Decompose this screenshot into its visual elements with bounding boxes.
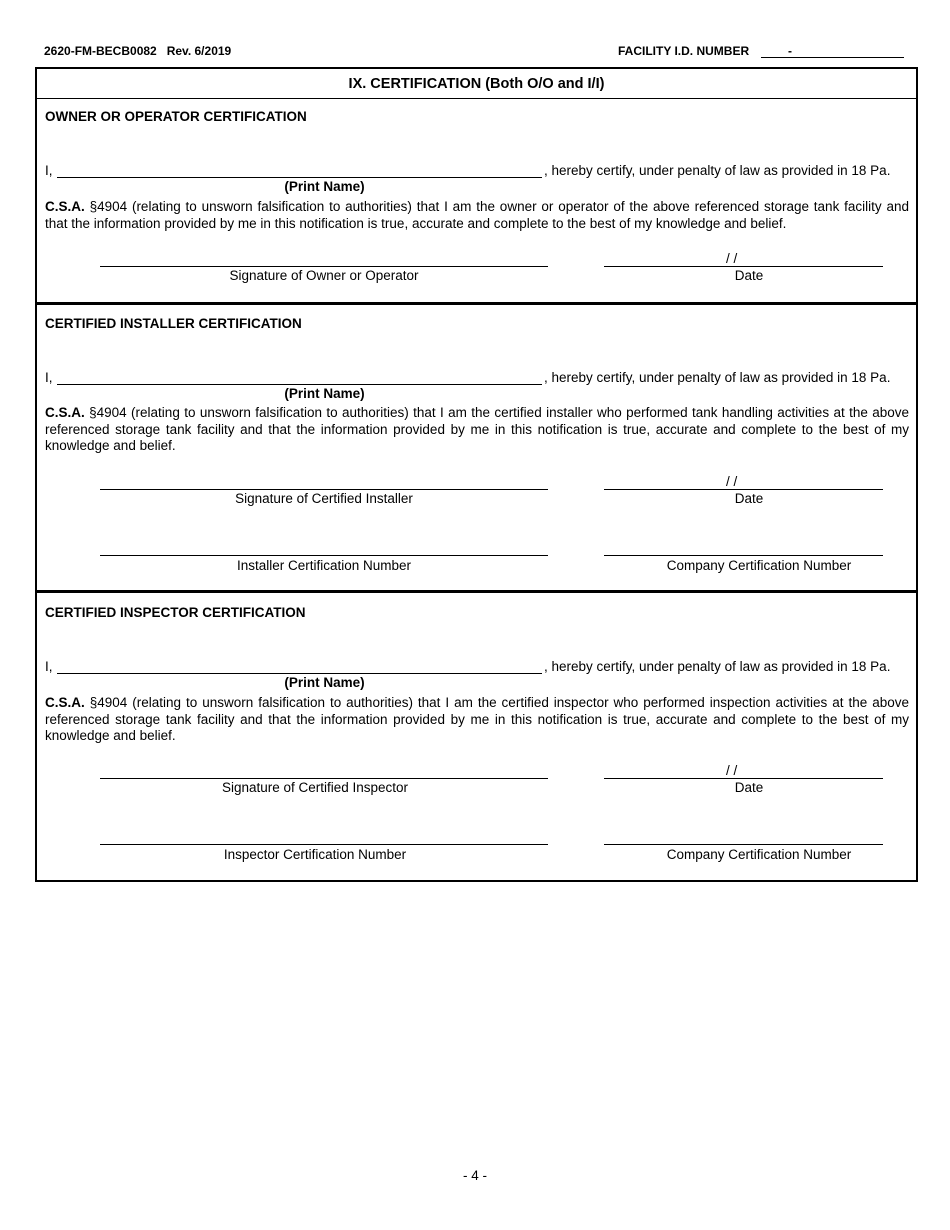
installer-statement-body: §4904 (relating to unsworn falsification to authorities) that I am the certified installer who performed tank handling activities at the above referenced storage tank facility and that the information provided by me in this notification is true, accurate and complete to the best of my knowledge and belief. (45, 405, 909, 453)
section-title: IX. CERTIFICATION (Both O/O and I/I) (37, 69, 916, 99)
installer-print-name-field[interactable] (57, 384, 542, 385)
facility-id-dash: - (788, 44, 792, 58)
inspector-cert-number-label: Inspector Certification Number (223, 847, 407, 862)
inspector-company-cert-label: Company Certification Number (666, 847, 852, 862)
owner-i-prefix: I, (45, 163, 53, 178)
page-number: - 4 - (462, 1168, 487, 1183)
inspector-statement (45, 695, 909, 745)
section-divider (37, 302, 916, 305)
inspector-i-prefix: I, (45, 659, 53, 674)
inspector-signature-label: Signature of Certified Inspector (221, 780, 409, 795)
installer-date-label: Date (734, 491, 764, 506)
facility-id-input-line[interactable] (761, 57, 904, 58)
owner-date-field[interactable] (604, 266, 883, 267)
owner-certify-text: , hereby certify, under penalty of law as provided in 18 Pa. (544, 163, 891, 178)
inspector-date-slashes: / / (726, 763, 738, 778)
inspector-heading: CERTIFIED INSPECTOR CERTIFICATION (45, 605, 306, 620)
form-id-header (44, 44, 231, 58)
inspector-date-field[interactable] (604, 778, 883, 779)
installer-certify-text: , hereby certify, under penalty of law as provided in 18 Pa. (544, 370, 891, 385)
owner-csa-bold: C.S.A. (45, 199, 85, 214)
inspector-date-label: Date (734, 780, 764, 795)
installer-csa-bold: C.S.A. (45, 405, 85, 420)
installer-statement (45, 405, 909, 455)
owner-date-slashes: / / (726, 251, 738, 266)
form-id: 2620-FM-BECB0082 (44, 44, 157, 58)
installer-print-name-label: (Print Name) (284, 386, 365, 401)
installer-company-cert-field[interactable] (604, 555, 883, 556)
inspector-certify-text: , hereby certify, under penalty of law as provided in 18 Pa. (544, 659, 891, 674)
owner-print-name-field[interactable] (57, 177, 542, 178)
owner-date-label: Date (734, 268, 764, 283)
inspector-cert-number-field[interactable] (100, 844, 548, 845)
owner-signature-field[interactable] (100, 266, 548, 267)
owner-print-name-label: (Print Name) (284, 179, 365, 194)
inspector-csa-bold: C.S.A. (45, 695, 85, 710)
inspector-print-name-field[interactable] (57, 673, 542, 674)
certification-form (35, 67, 918, 882)
owner-statement-body: §4904 (relating to unsworn falsification to authorities) that I am the owner or operator of the above referenced storage tank facility and that the information provided by me in this notification is true, accurate and complete to the best of my knowledge and belief. (45, 199, 909, 231)
installer-i-prefix: I, (45, 370, 53, 385)
facility-id-label: FACILITY I.D. NUMBER (618, 44, 750, 58)
installer-cert-number-label: Installer Certification Number (236, 558, 412, 573)
installer-date-field[interactable] (604, 489, 883, 490)
installer-cert-number-field[interactable] (100, 555, 548, 556)
installer-company-cert-label: Company Certification Number (666, 558, 852, 573)
section-divider (37, 590, 916, 593)
installer-signature-field[interactable] (100, 489, 548, 490)
inspector-company-cert-field[interactable] (604, 844, 883, 845)
inspector-statement-body: §4904 (relating to unsworn falsification to authorities) that I am the certified inspector who performed inspection activities at the above referenced storage tank facility and that the information provided by me in this notification is true, accurate and complete to the best of my knowledge and belief. (45, 695, 909, 743)
inspector-signature-field[interactable] (100, 778, 548, 779)
owner-heading: OWNER OR OPERATOR CERTIFICATION (45, 109, 307, 124)
owner-statement (45, 199, 909, 232)
inspector-print-name-label: (Print Name) (284, 675, 365, 690)
installer-heading: CERTIFIED INSTALLER CERTIFICATION (45, 316, 302, 331)
installer-date-slashes: / / (726, 474, 738, 489)
owner-signature-label: Signature of Owner or Operator (229, 268, 419, 283)
installer-signature-label: Signature of Certified Installer (235, 491, 413, 506)
form-revision: Rev. 6/2019 (166, 44, 232, 58)
